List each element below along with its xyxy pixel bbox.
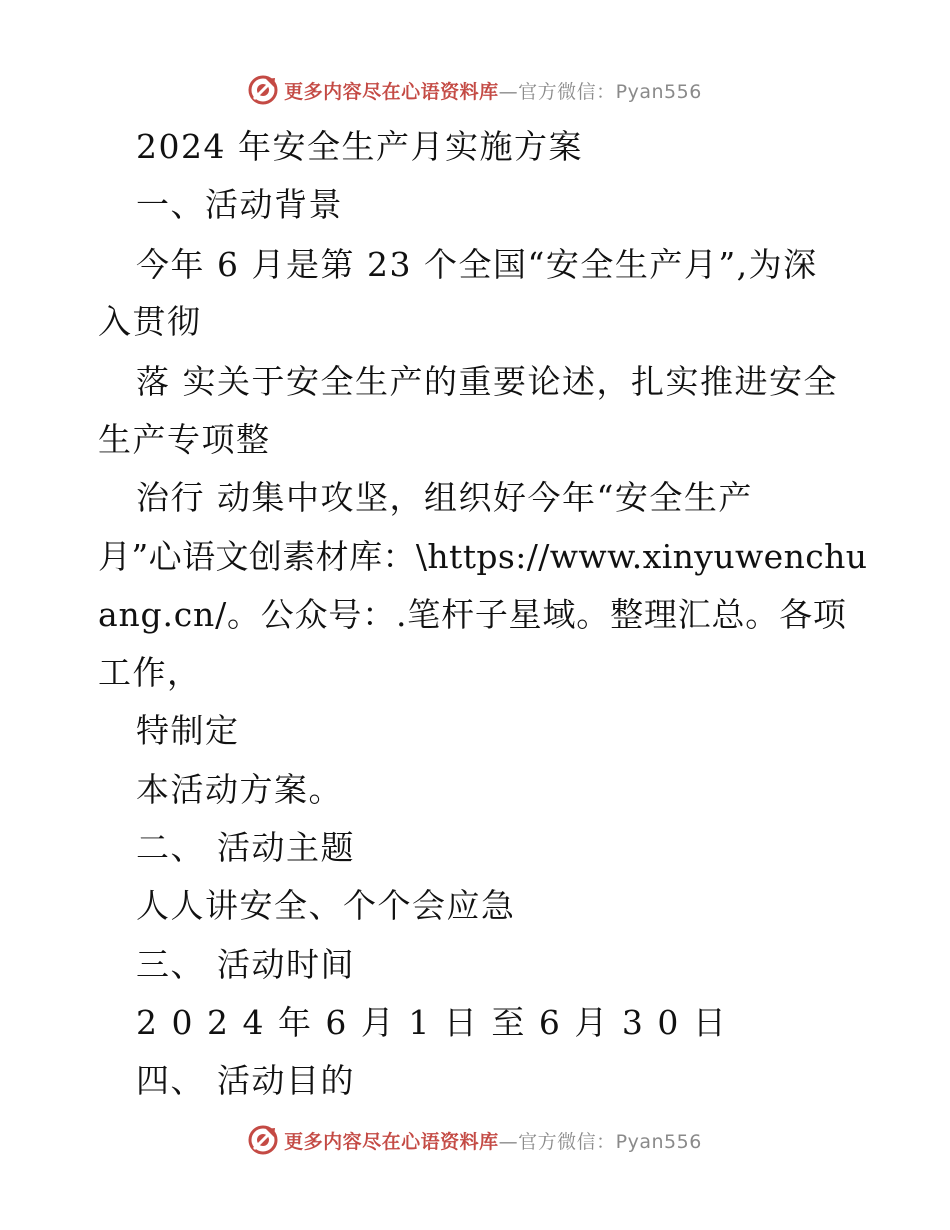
theme-text: 人人讲安全、个个会应急 [136, 886, 516, 925]
paragraph-line: 治行 动集中攻坚，组织好今年“安全生产 [136, 478, 753, 517]
paragraph-line: 落 实关于安全生产的重要论述，扎实推进安全 [136, 362, 838, 401]
brand-logo-icon [248, 75, 278, 105]
doc-title: 2024 年安全生产月实施方案 [136, 127, 583, 166]
section-heading-purpose: 四、 活动目的 [136, 1061, 355, 1100]
paragraph-line: 工作， [98, 653, 202, 692]
paragraph-line: 入贯彻 [98, 302, 202, 341]
section-heading-background: 一、活动背景 [136, 185, 343, 224]
paragraph-line: ang.cn/。公众号：.笔杆子星域。整理汇总。各项 [98, 595, 847, 634]
header-banner [0, 70, 950, 110]
time-text: 2 0 2 4 年 6 月 1 日 至 6 月 3 0 日 [136, 1003, 728, 1042]
footer-banner [0, 1120, 950, 1160]
section-heading-theme: 二、 活动主题 [136, 828, 355, 867]
paragraph-line: 生产专项整 [98, 420, 271, 459]
header-banner-text: 更多内容尽在心语资料库—官方微信：Pyan556 [284, 80, 702, 103]
paragraph-line: 本活动方案。 [136, 770, 343, 809]
brand-logo-icon [248, 1125, 278, 1155]
paragraph-line: 今年 6 月是第 23 个全国“安全生产月”,为深 [136, 245, 818, 284]
paragraph-line: 特制定 [136, 711, 240, 750]
footer-banner-text: 更多内容尽在心语资料库—官方微信：Pyan556 [284, 1130, 702, 1153]
paragraph-line: 月”心语文创素材库：\https://www.xinyuwenchu [98, 537, 868, 576]
section-heading-time: 三、 活动时间 [136, 945, 355, 984]
